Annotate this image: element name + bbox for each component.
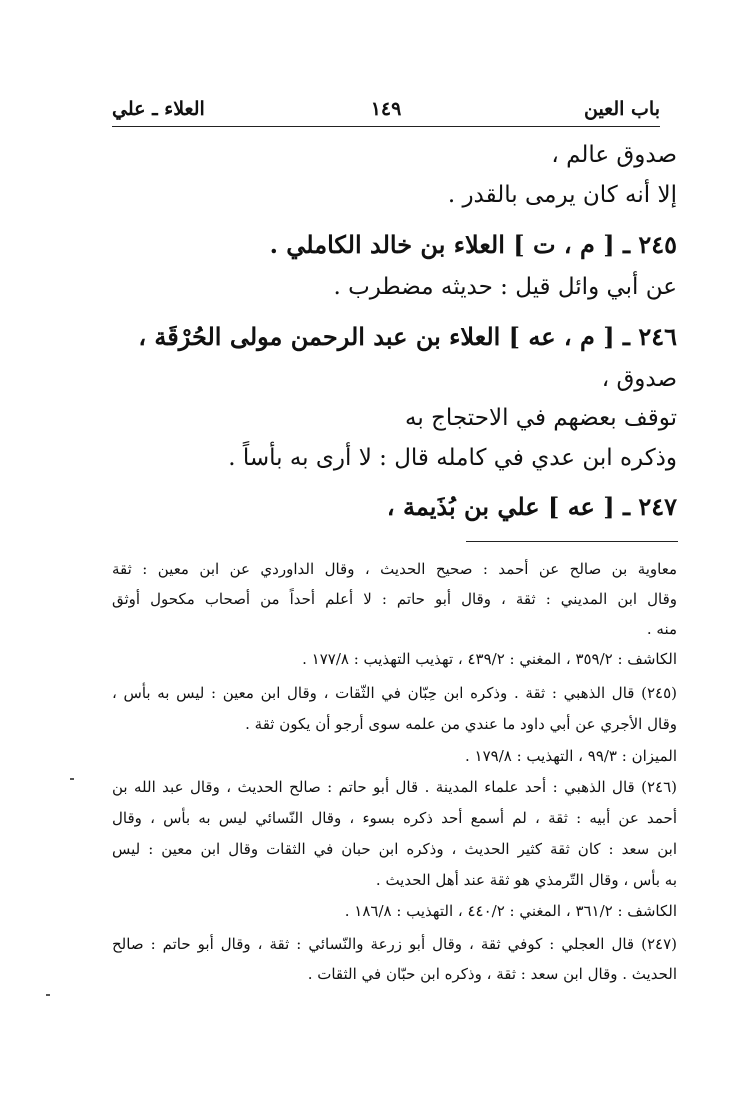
- footnote-line: وقال ابن المديني : ثقة ، وقال أبو حاتم : لا أعلم أحداً من أصحاب مكحول أوثق: [112, 590, 677, 608]
- footnote-line: (٢٤٦) قال الذهبي : أحد علماء المدينة . قال أبو حاتم : صالح الحديث ، وقال عبد الله بن: [112, 778, 677, 796]
- footnote-line: به بأس ، وقال التّرمذي هو ثقة عند أهل الحديث .: [375, 871, 677, 889]
- footnote-reference: الميزان : ٩٩/٣ ، التهذيب : ١٧٩/٨ .: [465, 747, 677, 765]
- entry-heading-245: ٢٤٥ ـ [ م ، ت ] العلاء بن خالد الكاملي .: [269, 230, 677, 259]
- text-line: صدوق ،: [601, 366, 677, 392]
- footnote-line: ابن سعد : كان ثقة كثير الحديث ، وذكره ابن حبان في الثقات وقال ابن معين : ليس: [112, 840, 677, 858]
- footnote-reference: الكاشف : ٣٥٩/٢ ، المغني : ٤٣٩/٢ ، تهذيب التهذيب : ١٧٧/٨ .: [302, 650, 677, 668]
- footnote-separator: [466, 541, 678, 542]
- footnote-line: (٢٤٧) قال العجلي : كوفي ثقة ، وقال أبو زرعة والنّسائي : ثقة ، وقال أبو حاتم : صالح: [112, 935, 677, 953]
- footnote-reference: الكاشف : ٣٦١/٢ ، المغني : ٤٤٠/٢ ، التهذيب : ١٨٦/٨ .: [344, 902, 677, 920]
- footnote-line: معاوية بن صالح عن أحمد : صحيح الحديث ، وقال الداوردي عن ابن معين : ثقة: [112, 560, 677, 578]
- entry-heading-246: ٢٤٦ ـ [ م ، عه ] العلاء بن عبد الرحمن مولى الحُرْقَة ،: [138, 322, 677, 351]
- text-line: عن أبي وائل قيل : حديثه مضطرب .: [333, 274, 677, 300]
- footnote-line: الحديث . وقال ابن سعد : ثقة ، وذكره ابن حبّان في الثقات .: [307, 965, 677, 983]
- running-header: [112, 96, 660, 127]
- entry-range: العلاء ـ علي: [112, 98, 205, 120]
- scan-speck: [46, 994, 50, 996]
- page-number: ١٤٩: [370, 98, 402, 120]
- footnote-line: وقال الأجري عن أبي داود ما عندي من علمه سوى أرجو أن يكون ثقة .: [245, 715, 677, 733]
- footnote-line: (٢٤٥) قال الذهبي : ثقة . وذكره ابن حِبّان في الثّقات ، وقال ابن معين : ليس به بأس ،: [112, 684, 677, 702]
- text-line: وذكره ابن عدي في كامله قال : لا أرى به بأساً .: [228, 445, 677, 471]
- entry-heading-247: ٢٤٧ ـ [ عه ] علي بن بُذَيمة ،: [386, 492, 677, 521]
- footnote-line: أحمد عن أبيه : ثقة ، لم أسمع أحد ذكره بسوء ، وقال النّسائي ليس به بأس ، وقال: [112, 809, 677, 827]
- scan-speck: [70, 778, 74, 780]
- text-line: إلا أنه كان يرمى بالقدر .: [447, 182, 677, 208]
- footnote-line: منه .: [646, 620, 677, 638]
- text-line: توقف بعضهم في الاحتجاج به: [405, 405, 677, 431]
- chapter-title: باب العين: [583, 98, 660, 120]
- text-line: صدوق عالم ،: [551, 142, 677, 168]
